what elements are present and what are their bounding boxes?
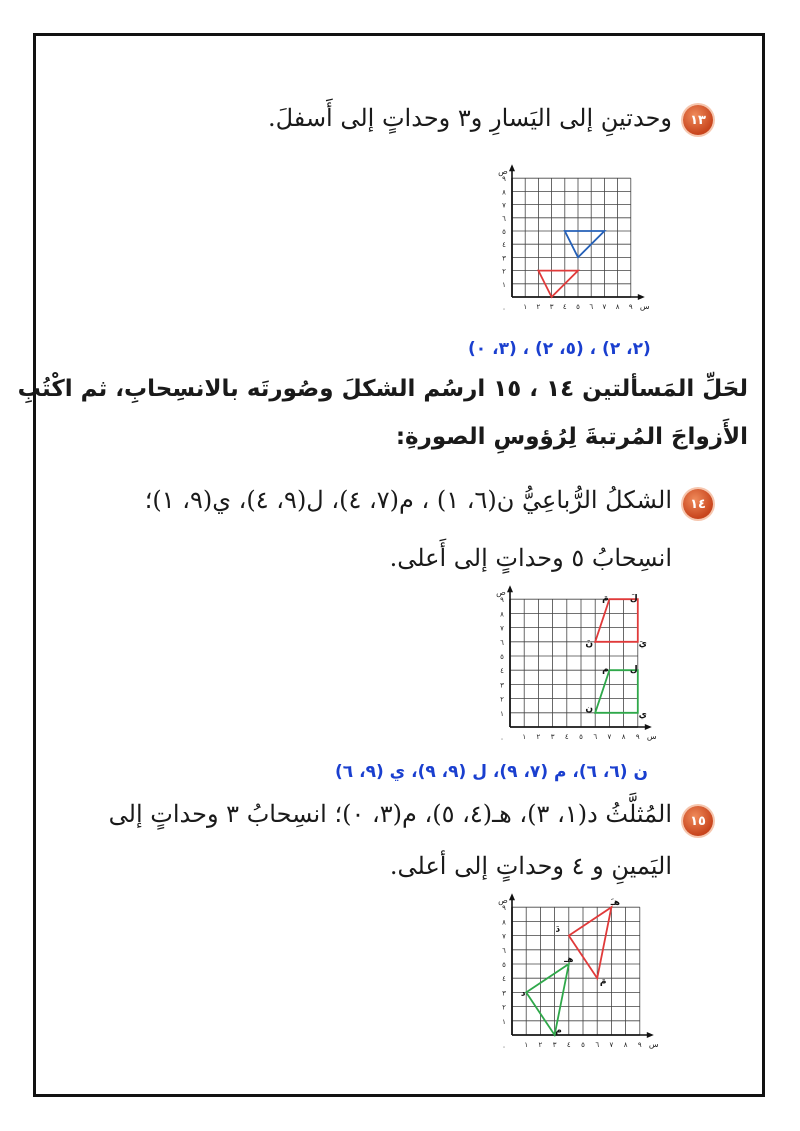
graph-14-label-n-prime: نَ [585, 638, 594, 649]
y-axis-arrow [507, 585, 513, 592]
x-tick-label: ٣ [550, 733, 555, 741]
instruction-line-2: الأَزواجَ المُرتبةَ لِرُؤوسِ الصورةِ: [395, 424, 748, 450]
x-tick-label: ٦ [593, 733, 598, 741]
problem-15-text-2: اليَمينِ و ٤ وحداتٍ إلى أعلى. [389, 852, 672, 880]
graph-15-original-triangle [526, 964, 569, 1035]
x-tick-label: ٤ [566, 1041, 571, 1049]
x-axis-label: س [639, 302, 650, 311]
problem-14-badge: ١٤ [683, 489, 713, 519]
problem-13-answer: (٢، ٢) ، (٥، ٢) ، (٣، ٠) [468, 339, 651, 359]
y-tick-label: ٤ [500, 667, 504, 676]
y-tick-label: ٩ [500, 596, 504, 605]
graph-14-original-quad [595, 670, 638, 713]
x-tick-label: ١ [522, 733, 527, 741]
x-axis-label: س [646, 732, 657, 741]
y-tick-label: ٦ [502, 214, 506, 223]
x-axis-arrow [647, 1032, 654, 1038]
y-tick-label: ٥ [502, 961, 506, 969]
graph-15-label-d-prime: دَ [555, 924, 561, 935]
graph-15-label-m: م [555, 1026, 562, 1036]
y-tick-label: ٨ [502, 188, 506, 197]
y-tick-label: ١ [502, 280, 506, 289]
x-tick-label: ١ [523, 303, 528, 311]
graph-15-label-d: د [520, 988, 526, 999]
origin-label: ٠ [502, 305, 506, 313]
y-tick-label: ٨ [502, 918, 506, 927]
y-tick-label: ٥ [502, 228, 506, 236]
problem-13-badge: ١٣ [683, 105, 713, 135]
graph-14-label-m: م [602, 665, 609, 676]
graph-15-label-h-prime: هـَ [610, 898, 621, 909]
y-tick-label: ٣ [500, 681, 504, 690]
x-tick-label: ٥ [579, 733, 583, 741]
y-tick-label: ٧ [500, 624, 504, 633]
y-tick-label: ٢ [500, 695, 504, 704]
y-tick-label: ٥ [500, 653, 504, 661]
y-tick-label: ٢ [502, 1003, 506, 1012]
problem-14-text-2: انسِحابُ ٥ وحداتٍ إلى أَعلى. [389, 544, 672, 572]
x-tick-label: ٣ [549, 303, 554, 311]
x-tick-label: ٢ [536, 733, 541, 741]
x-tick-label: ٣ [552, 1041, 557, 1049]
x-tick-label: ٩ [628, 303, 633, 311]
x-tick-label: ٦ [595, 1041, 600, 1049]
y-tick-label: ٧ [502, 932, 506, 941]
graph-15-label-m-prime: مَ [599, 977, 607, 988]
problem-13-text: وحدتينِ إلى اليَسارِ و٣ وحداتٍ إلى أَسفلَ. [268, 104, 672, 132]
x-tick-label: ٩ [635, 733, 640, 741]
problem-15-text-1: المُثلَّثُ د(١، ٣)، هـ(٤، ٥)، م(٣، ٠)؛ انسِحابُ ٣ وحداتٍ إلى [108, 800, 672, 828]
graph-14-label-l-prime: لَ [629, 594, 638, 605]
y-axis-label: ص [498, 896, 508, 906]
y-tick-label: ٧ [502, 201, 506, 210]
x-tick-label: ١ [524, 1041, 529, 1049]
x-axis-arrow [645, 724, 652, 730]
x-tick-label: ٩ [637, 1041, 642, 1049]
graph-15-image-triangle [569, 907, 612, 978]
y-axis-label: ص [498, 167, 508, 177]
origin-label: ٠ [502, 1043, 506, 1051]
problem-14-answer: ن (٦، ٦)، م (٧، ٩)، ل (٩، ٩)، ي (٩، ٦) [335, 762, 648, 782]
y-tick-label: ٤ [502, 241, 506, 250]
graph-14-label-y-prime: يَ [638, 638, 647, 649]
x-tick-label: ٧ [607, 733, 612, 741]
x-axis-label: س [648, 1040, 659, 1049]
x-tick-label: ٧ [602, 303, 607, 311]
x-tick-label: ٤ [564, 733, 569, 741]
graph-14 [480, 582, 660, 756]
y-tick-label: ٤ [502, 975, 506, 984]
y-tick-label: ٩ [502, 904, 506, 913]
graph-13 [484, 160, 650, 326]
x-tick-label: ٦ [589, 303, 594, 311]
graph-14-label-m-prime: مَ [602, 594, 609, 605]
graph-13-grid [498, 164, 650, 313]
y-tick-label: ٦ [500, 638, 504, 647]
graph-15 [482, 890, 662, 1064]
x-tick-label: ٤ [562, 303, 567, 311]
x-tick-label: ٨ [621, 733, 626, 741]
x-tick-label: ٨ [623, 1041, 628, 1049]
problem-14-text-1: الشكلُ الرُّباعِيُّ ن(٦، ١) ، م(٧، ٤)، ل(٩، ٤)، ي(٩، ١)؛ [144, 486, 672, 514]
y-tick-label: ٢ [502, 267, 506, 276]
x-tick-label: ٥ [576, 303, 580, 311]
graph-14-image-quad [595, 599, 638, 642]
y-tick-label: ٨ [500, 610, 504, 619]
problem-15-badge: ١٥ [683, 806, 713, 836]
graph-14-label-l: ل [629, 665, 638, 676]
graph-14-label-n: ن [585, 703, 594, 714]
y-axis-arrow [509, 893, 515, 900]
origin-label: ٠ [500, 735, 504, 743]
graph-14-grid [496, 585, 657, 743]
instruction-line-1: لحَلِّ المَسألتين ١٤ ، ١٥ ارسُم الشكلَ وصُورتَه بالانسِحابِ، ثم اكْتُبِ [17, 376, 748, 402]
y-tick-label: ٩ [502, 175, 506, 184]
x-tick-label: ٧ [609, 1041, 614, 1049]
y-tick-label: ١ [502, 1017, 506, 1026]
x-tick-label: ٢ [536, 303, 541, 311]
graph-14-label-y: ي [638, 709, 647, 720]
y-axis-label: ص [496, 588, 506, 598]
y-tick-label: ١ [500, 709, 504, 718]
y-tick-label: ٣ [502, 254, 506, 263]
x-tick-label: ٨ [615, 303, 620, 311]
y-tick-label: ٣ [502, 989, 506, 998]
graph-15-label-h: هـ [564, 955, 574, 965]
y-tick-label: ٦ [502, 946, 506, 955]
y-axis-arrow [509, 164, 515, 171]
x-tick-label: ٢ [538, 1041, 543, 1049]
x-tick-label: ٥ [581, 1041, 585, 1049]
graph-15-grid [498, 893, 659, 1051]
